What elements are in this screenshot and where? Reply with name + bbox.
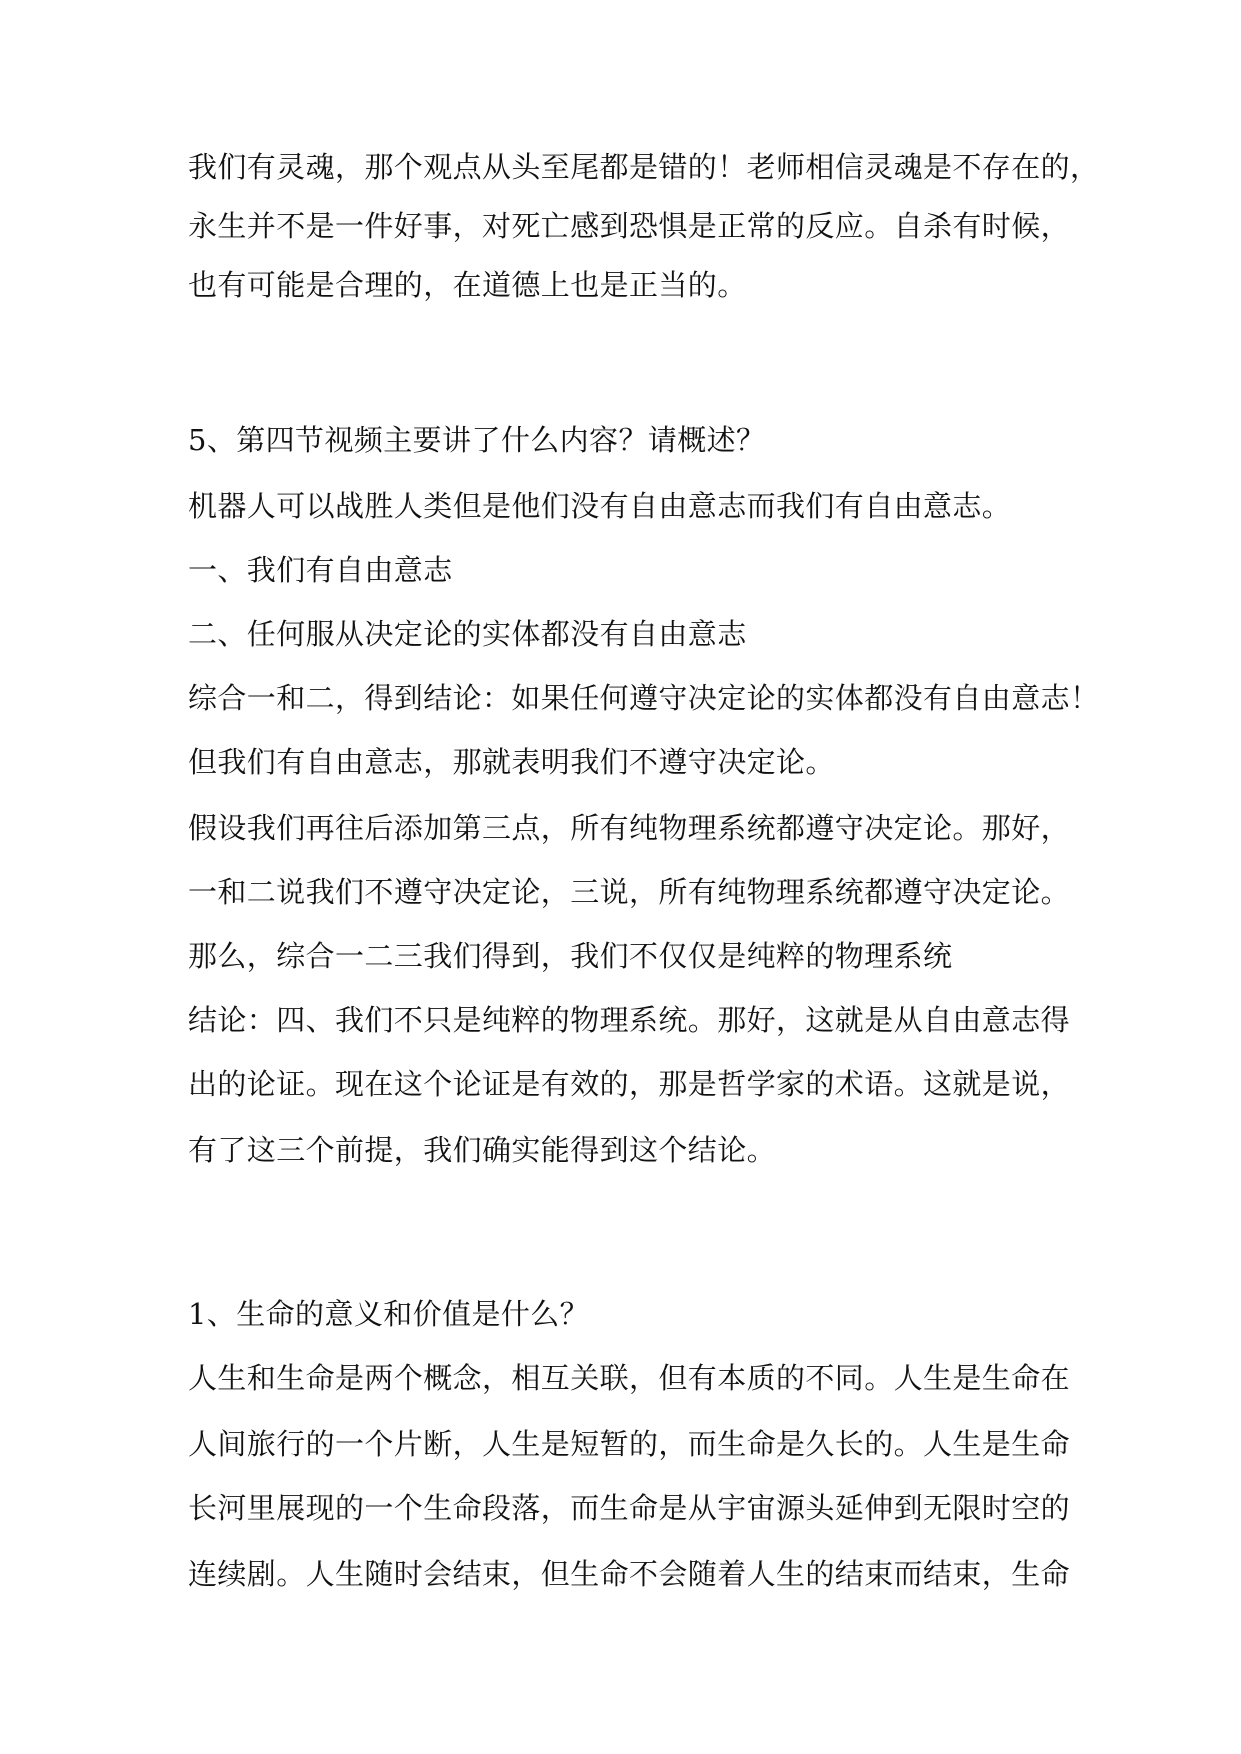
answer1-line-4: 连续剧。人生随时会结束，但生命不会随着人生的结束而结束，生命 bbox=[188, 1557, 1071, 1591]
answer1-line-1: 人生和生命是两个概念，相互关联，但有本质的不同。人生是生命在 bbox=[188, 1361, 1071, 1395]
answer5-line-9: 结论：四、我们不只是纯粹的物理系统。那好，这就是从自由意志得 bbox=[188, 1003, 1071, 1037]
answer1-line-2: 人间旅行的一个片断，人生是短暂的，而生命是久长的。人生是生命 bbox=[188, 1427, 1071, 1461]
paragraph1-line-3: 也有可能是合理的，在道德上也是正当的。 bbox=[188, 268, 747, 302]
answer5-line-10: 出的论证。现在这个论证是有效的，那是哲学家的术语。这就是说， bbox=[188, 1067, 1071, 1101]
answer5-line-4: 综合一和二，得到结论：如果任何遵守决定论的实体都没有自由意志！ bbox=[188, 681, 1100, 715]
answer5-line-6: 假设我们再往后添加第三点，所有纯物理系统都遵守决定论。那好， bbox=[188, 811, 1071, 845]
answer5-line-11: 有了这三个前提，我们确实能得到这个结论。 bbox=[188, 1133, 777, 1167]
question-5-heading: 5、第四节视频主要讲了什么内容？请概述？ bbox=[188, 423, 766, 457]
answer5-line-1: 机器人可以战胜人类但是他们没有自由意志而我们有自由意志。 bbox=[188, 489, 1012, 523]
answer5-line-5: 但我们有自由意志，那就表明我们不遵守决定论。 bbox=[188, 745, 835, 779]
paragraph1-line-1: 我们有灵魂，那个观点从头至尾都是错的！老师相信灵魂是不存在的， bbox=[188, 150, 1100, 184]
question-1-heading: 1、生命的意义和价值是什么？ bbox=[188, 1297, 590, 1331]
answer5-line-8: 那么，综合一二三我们得到，我们不仅仅是纯粹的物理系统 bbox=[188, 939, 953, 973]
answer5-line-2: 一、我们有自由意志 bbox=[188, 553, 453, 587]
answer5-line-3: 二、任何服从决定论的实体都没有自由意志 bbox=[188, 617, 747, 651]
answer5-line-7: 一和二说我们不遵守决定论，三说，所有纯物理系统都遵守决定论。 bbox=[188, 875, 1071, 909]
paragraph1-line-2: 永生并不是一件好事，对死亡感到恐惧是正常的反应。自杀有时候， bbox=[188, 209, 1071, 243]
answer1-line-3: 长河里展现的一个生命段落，而生命是从宇宙源头延伸到无限时空的 bbox=[188, 1491, 1071, 1525]
